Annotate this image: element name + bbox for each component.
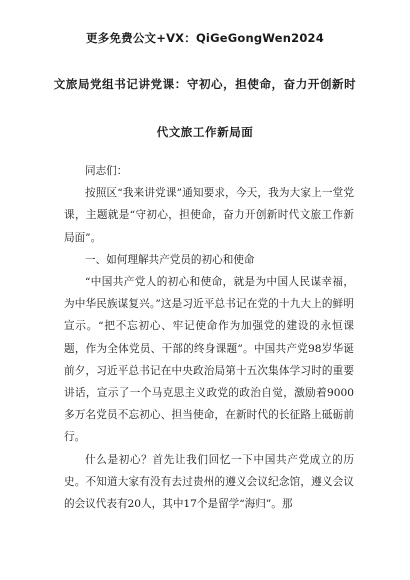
document-title-line-2: 代文旅工作新局面: [156, 125, 254, 139]
section-heading: 一、如何理解共产党员的初心和使命: [85, 253, 255, 266]
document-title-line-1: 文旅局党组书记讲党课：守初心，担使命，奋力开创新时: [53, 77, 357, 91]
salutation: 同志们：: [85, 165, 128, 177]
paragraph-history: 什么是初心？首先让我们回忆一下中国共产党成立的历史。不知道大家有没有去过贵州的遵义会议纪念馆，遵义会议的会议代表有20人，其中17个是留学“海归”。那: [64, 453, 354, 511]
document-body: [64, 160, 354, 515]
watermark-header: 更多免费公文+VX：QiGeGongWen2024: [86, 31, 324, 45]
paragraph-intro: 按照区“我来讲党课”通知要求，今天，我为大家上一堂党课，主题就是“守初心，担使命，奋力开创新时代文旅工作新局面”。: [64, 187, 354, 244]
paragraph-mission: “中国共产党人的初心和使命，就是为中国人民谋幸福，为中华民族谋复兴。”这是习近平总书记在党的十九大上的鲜明宣示。“把不忘初心、牢记使命作为加强党的建设的永恒课题，作为全体党员、干部的终身课题”。中国共产党98岁华诞前夕，习近平总书记在中央政治局第十五次集体学习时的重要讲话，宣示了一个马克思主义政党的政治自觉，激励着9000多万名党员不忘初心、担当使命，在新时代的长征路上砥砺前行。: [64, 276, 354, 444]
